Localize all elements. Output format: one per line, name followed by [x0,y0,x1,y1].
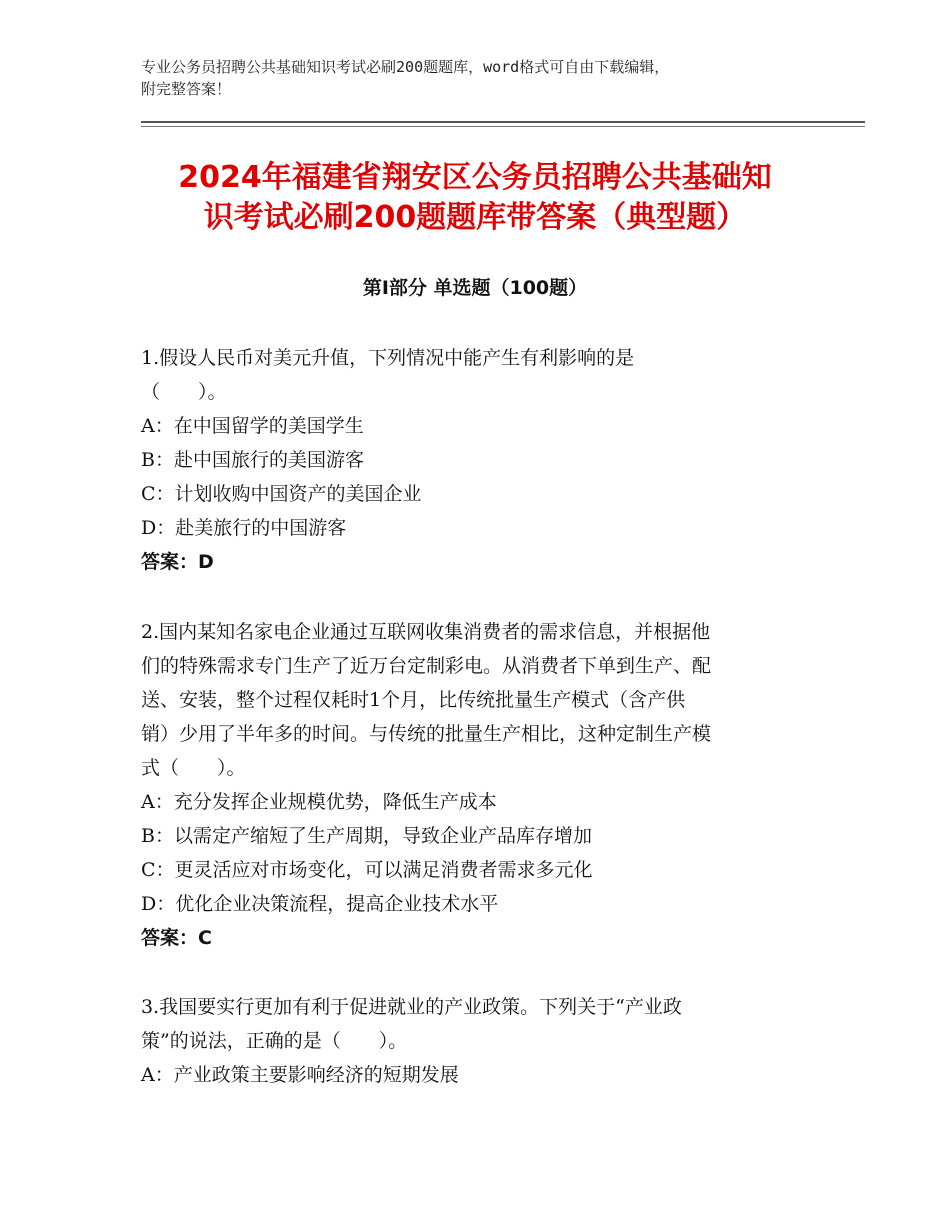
option-b: B：以需定产缩短了生产周期，导致企业产品库存增加 [141,825,592,847]
header-note-line: 专业公务员招聘公共基础知识考试必刷200题题库，word格式可自由下载编辑， [141,58,670,76]
document-title-line: 2024年福建省翔安区公务员招聘公共基础知 [178,160,772,195]
question-stem-line: 1.假设人民币对美元升值，下列情况中能产生有利影响的是 [141,347,635,369]
option-d: D：优化企业决策流程，提高企业技术水平 [141,893,499,915]
question-stem-line: 销）少用了半年多的时间。与传统的批量生产相比，这种定制生产模 [141,723,712,745]
question-stem-line: 式（ ）。 [141,757,246,779]
answer-label: 答案：C [141,927,212,949]
section-title: 第Ⅰ部分 单选题（100题） [362,277,588,299]
question-stem-line: 策”的说法，正确的是（ ）。 [141,1030,408,1052]
option-a: A：在中国留学的美国学生 [141,415,364,437]
question-stem-line: （ ）。 [141,381,227,403]
question-stem-line: 们的特殊需求专门生产了近万台定制彩电。从消费者下单到生产、配 [141,655,712,677]
question-3 [141,990,821,1092]
question-2 [141,615,821,955]
option-a: A：充分发挥企业规模优势，降低生产成本 [141,791,497,813]
option-d: D：赴美旅行的中国游客 [141,517,347,539]
question-stem-line: 2.国内某知名家电企业通过互联网收集消费者的需求信息，并根据他 [141,621,711,643]
header-note-line: 附完整答案！ [141,80,232,98]
header-divider-thin [141,126,865,127]
option-b: B：赴中国旅行的美国游客 [141,449,364,471]
question-stem-line: 3.我国要实行更加有利于促进就业的产业政策。下列关于“产业政 [141,996,682,1018]
header-note [141,56,821,100]
question-1 [141,341,821,579]
option-c: C：计划收购中国资产的美国企业 [141,483,422,505]
answer-label: 答案：D [141,551,214,573]
question-stem-line: 送、安装，整个过程仅耗时1个月，比传统批量生产模式（含产供 [141,689,686,711]
header-divider-thick [141,121,865,123]
document-title-line: 识考试必刷200题题库带答案（典型题） [203,200,747,235]
option-a: A：产业政策主要影响经济的短期发展 [141,1064,459,1086]
document-title [100,158,850,238]
option-c: C：更灵活应对市场变化，可以满足消费者需求多元化 [141,859,593,881]
